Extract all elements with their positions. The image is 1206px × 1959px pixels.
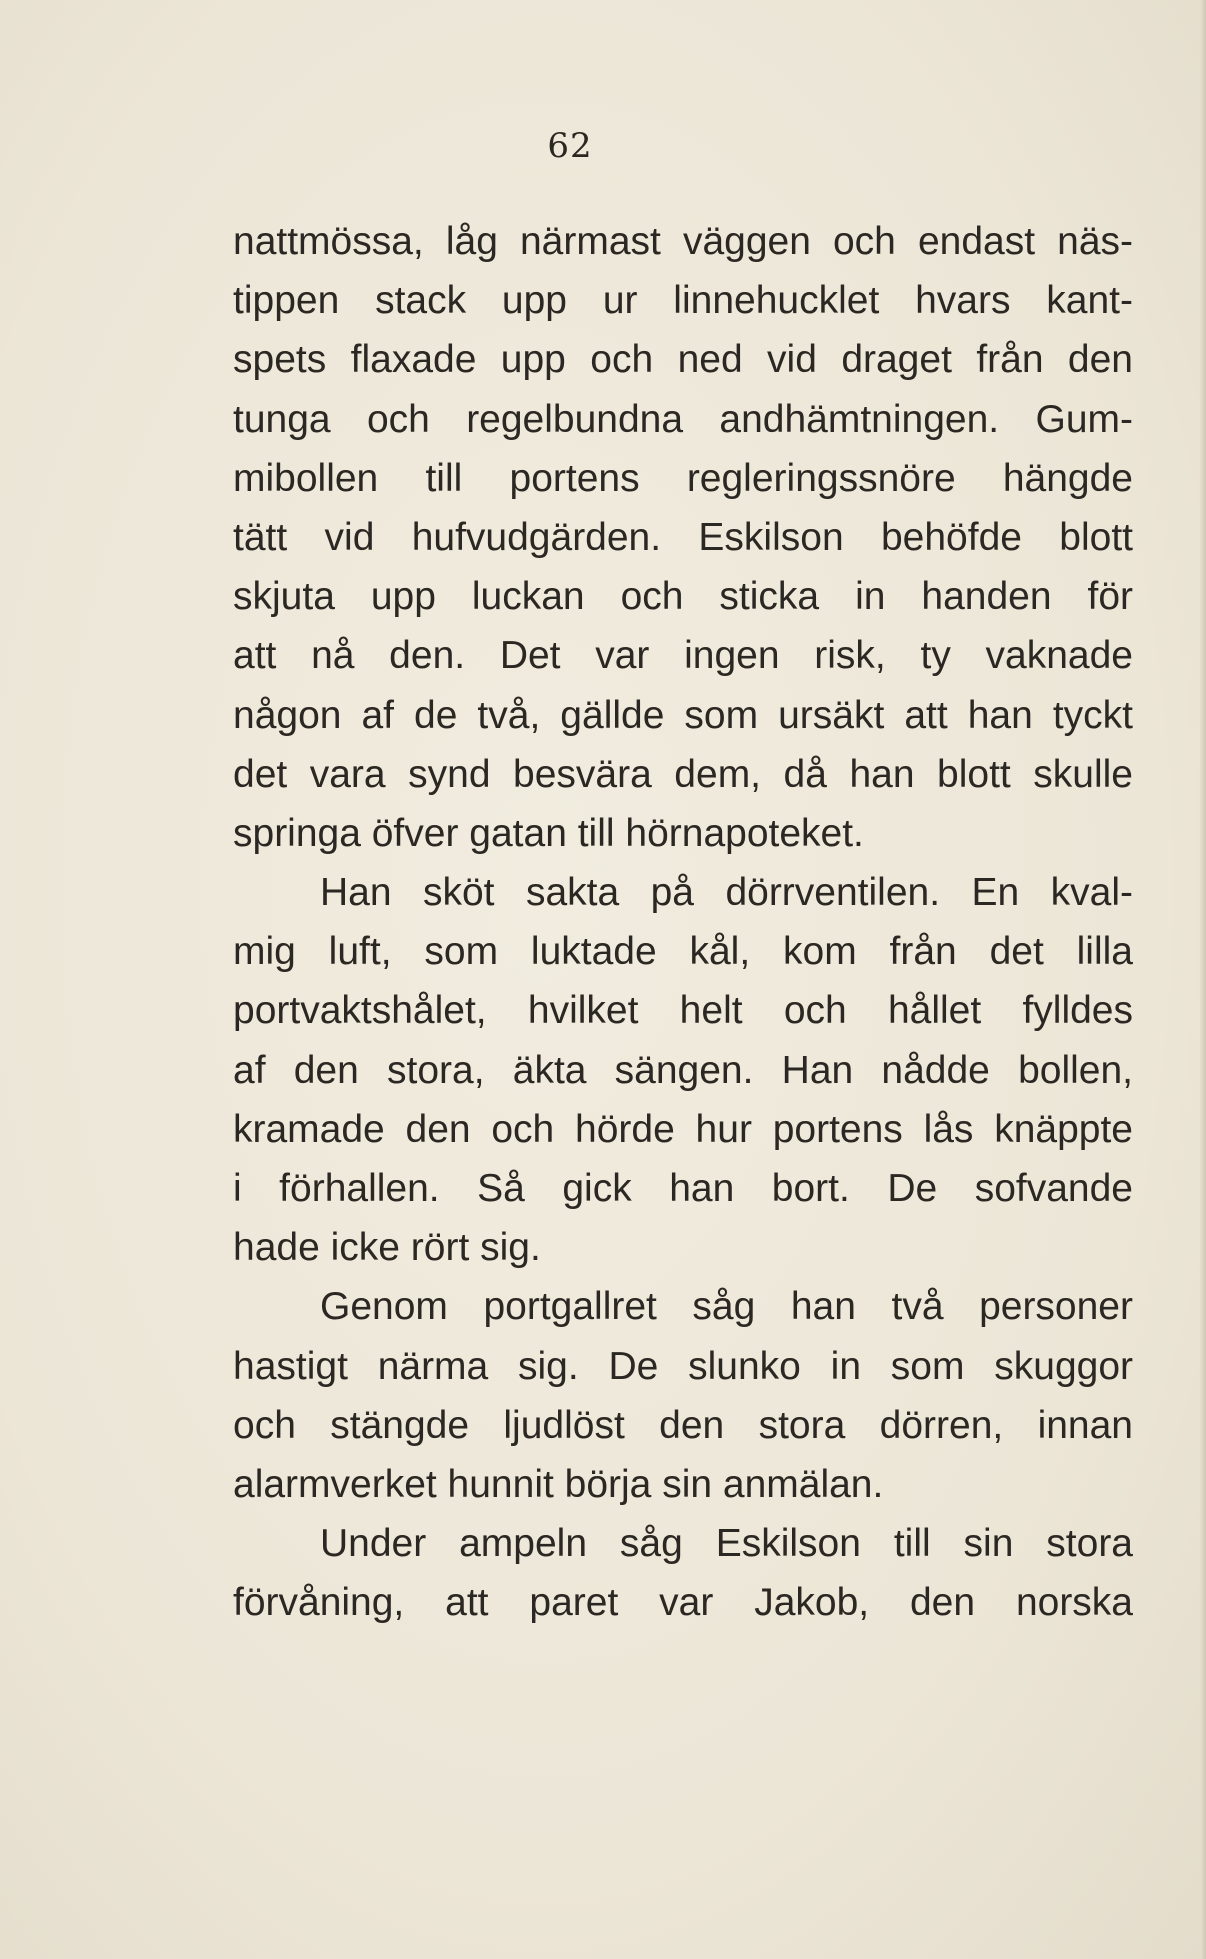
text-line: alarmverket hunnit börja sin anmälan. <box>233 1462 884 1506</box>
text-line: att nå den. Det var ingen risk, ty vaknade <box>233 634 1133 678</box>
text-line: tunga och regelbundna andhämtningen. Gum- <box>233 397 1133 441</box>
text-line: tätt vid hufvudgärden. Eskilson behöfde blott <box>233 515 1133 559</box>
text-line: portvaktshålet, hvilket helt och hållet fylldes <box>233 989 1133 1033</box>
text-line: Han sköt sakta på dörrventilen. En kval- <box>320 871 1133 915</box>
text-line: springa öfver gatan till hörnapoteket. <box>233 811 864 855</box>
body-text <box>233 212 1133 1633</box>
text-line: kramade den och hörde hur portens lås knäppte <box>233 1107 1133 1151</box>
text-line: någon af de två, gällde som ursäkt att han tyckt <box>233 693 1133 737</box>
text-line: hastigt närma sig. De slunko in som skuggor <box>233 1344 1133 1388</box>
text-line: det vara synd besvära dem, då han blott skulle <box>233 752 1133 796</box>
page-edge <box>1200 0 1206 1959</box>
text-line: Under ampeln såg Eskilson till sin stora <box>320 1522 1133 1566</box>
text-line: nattmössa, låg närmast väggen och endast näs- <box>233 220 1133 263</box>
text-line: mibollen till portens regleringssnöre hängde <box>233 456 1133 500</box>
text-line: mig luft, som luktade kål, kom från det lilla <box>233 930 1133 974</box>
text-line: och stängde ljudlöst den stora dörren, innan <box>233 1403 1133 1447</box>
text-line: tippen stack upp ur linnehucklet hvars kant- <box>233 279 1133 323</box>
text-line: spets flaxade upp och ned vid draget från den <box>233 338 1133 382</box>
page-number: 62 <box>547 126 593 166</box>
text-line: af den stora, äkta sängen. Han nådde bollen, <box>233 1048 1133 1092</box>
text-line: i förhallen. Så gick han bort. De sofvande <box>233 1167 1133 1210</box>
text-line: skjuta upp luckan och sticka in handen för <box>233 575 1133 619</box>
text-line: förvåning, att paret var Jakob, den norska <box>233 1581 1133 1625</box>
text-line: Genom portgallret såg han två personer <box>320 1285 1133 1329</box>
text-line: hade icke rört sig. <box>233 1226 541 1270</box>
